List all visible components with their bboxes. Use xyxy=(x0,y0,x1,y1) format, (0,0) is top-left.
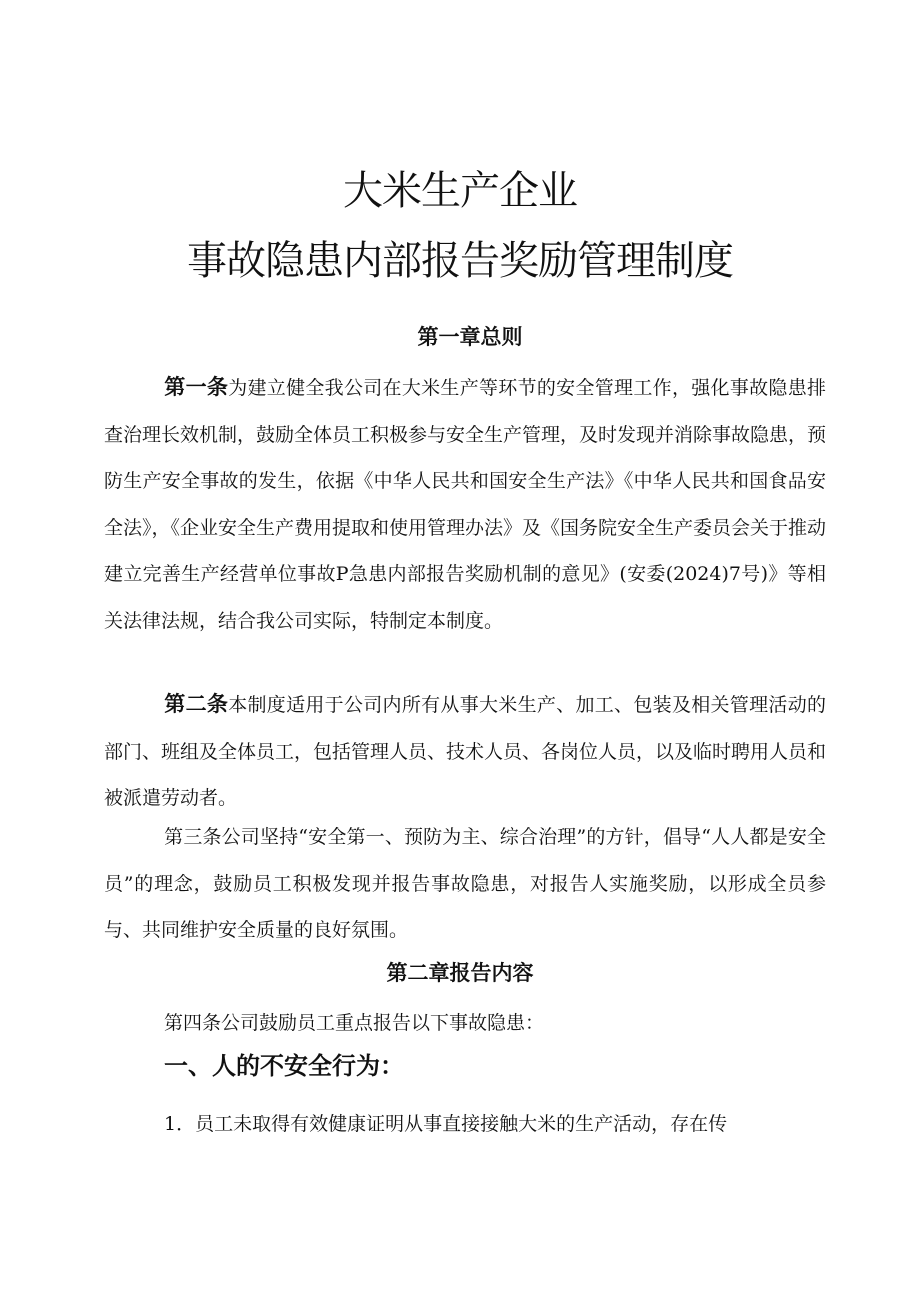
section-heading-unsafe-behavior: 一、人的不安全行为： xyxy=(164,1052,404,1080)
article-1-text: 为建立健全我公司在大米生产等环节的安全管理工作，强化事故隐患排查治理长效机制，鼓励全体员工积极参与安全生产管理，及时发现并消除事故隐患，预防生产安全事故的发生，依据《中华人民共和国安全生产法》《中华人民共和国食品安全法》，《企业安全生产费用提取和使用管理办法》及《国务院安全生产委员会关于推动建立完善生产经营单位事故P急患内部报告奖励机制的意见》(安委(2024)7号)》等相关法律法规，结合我公司实际，特制定本制度。 xyxy=(104,377,827,632)
article-3 xyxy=(104,814,826,954)
article-3-text: 第三条公司坚持“安全第一、预防为主、综合治理”的方针，倡导“人人都是安全员”的理念，鼓励员工积极发现并报告事故隐患，对报告人实施奖励，以形成全员参与、共同维护安全质量的良好氛围。 xyxy=(104,826,826,941)
article-4-text: 第四条公司鼓励员工重点报告以下事故隐患： xyxy=(164,1012,545,1034)
article-4 xyxy=(104,1000,826,1047)
article-2 xyxy=(104,681,826,822)
chapter-2-heading: 第二章报告内容 xyxy=(386,961,534,985)
article-1-label: 第一条 xyxy=(164,375,229,399)
article-1 xyxy=(104,364,826,644)
document-title-line-2: 事故隐患内部报告奖励管理制度 xyxy=(187,238,733,284)
article-2-text: 本制度适用于公司内所有从事大米生产、加工、包装及相关管理活动的部门、班组及全体员工，包括管理人员、技术人员、各岗位人员，以及临时聘用人员和被派遣劳动者。 xyxy=(104,694,827,809)
chapter-1-heading: 第一章总则 xyxy=(417,325,523,349)
list-item xyxy=(104,1101,826,1148)
document-title-line-1: 大米生产企业 xyxy=(343,168,577,214)
list-item-text: 1．员工未取得有效健康证明从事直接接触大米的生产活动，存在传 xyxy=(164,1113,728,1135)
article-2-label: 第二条 xyxy=(164,692,229,716)
